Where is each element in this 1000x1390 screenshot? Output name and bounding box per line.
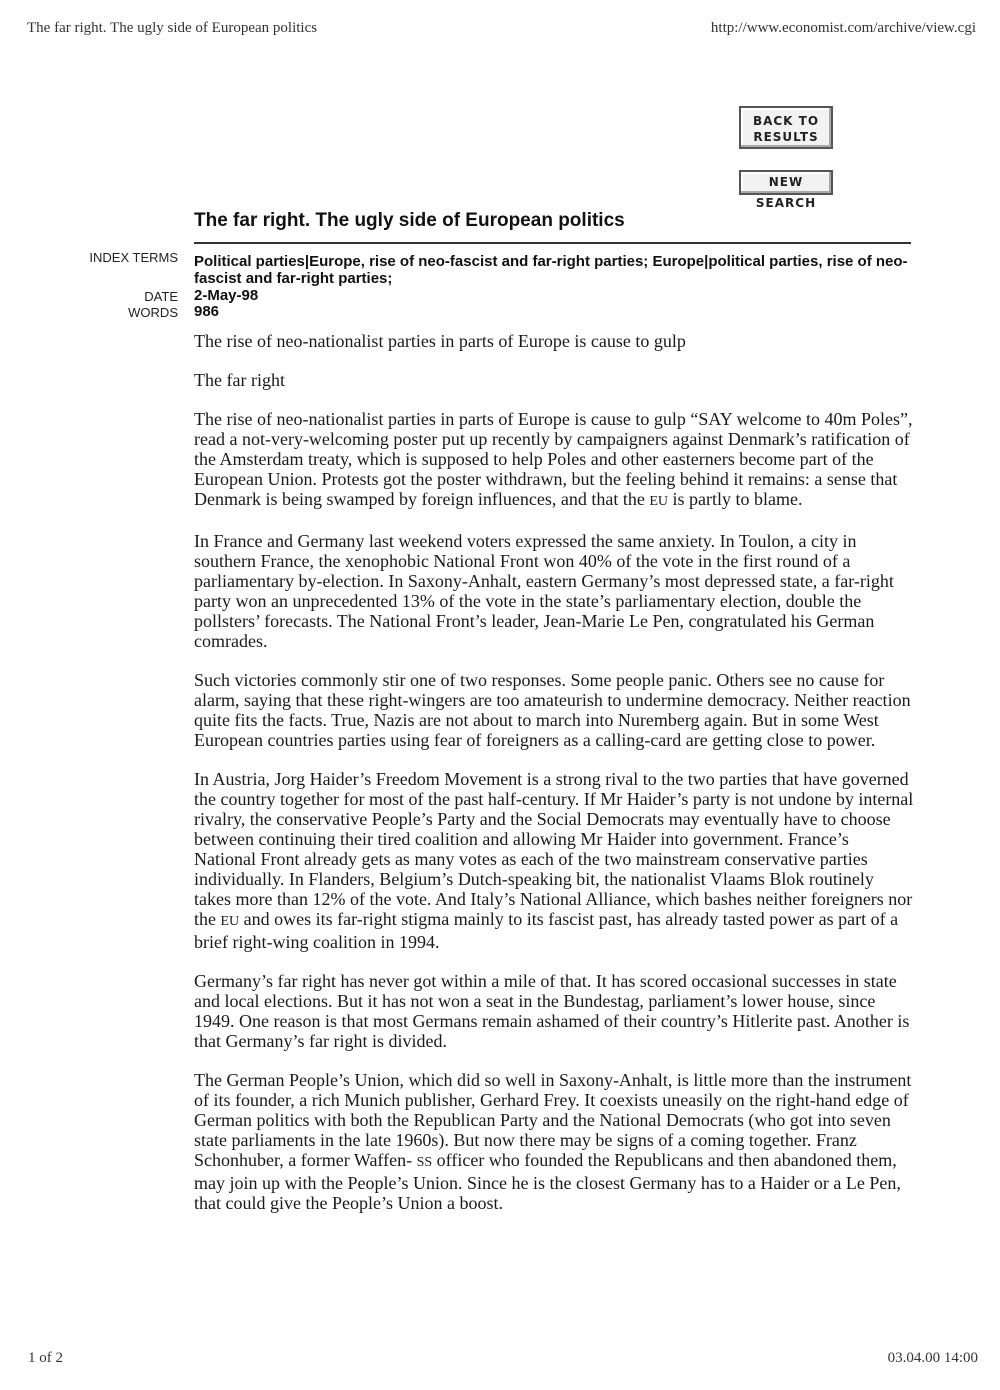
date-label: DATE — [144, 289, 178, 304]
paragraph-5: Germany’s far right has never got within a mile of that. It has scored occasional successes in state and local elections. But it has not won a seat in the Bundestag, parliament’s lower house, since 1949. One reason is that most Germans remain ashamed of their country’s Hitlerite past. Another is that Germany’s far right is divided. — [194, 971, 910, 1051]
paragraph-1 — [194, 409, 914, 512]
index-terms-label: INDEX TERMS — [89, 250, 178, 265]
index-terms-value: Political parties|Europe, rise of neo-fascist and far-right parties; Europe|political parties, rise of neo-fascist and far-right parties; — [194, 253, 908, 287]
paragraph-6-ss: SS — [416, 1155, 433, 1170]
print-header-title: The far right. The ugly side of European politics — [27, 20, 318, 36]
words-value: 986 — [194, 303, 220, 320]
title-divider — [194, 242, 911, 244]
paragraph-4-text-b: and owes its far-right stigma mainly to its fascist past, has already tasted power as part of a brief right-wing coalition in 1994. — [194, 909, 899, 952]
words-label: WORDS — [128, 305, 178, 320]
article-standfirst: The rise of neo-nationalist parties in parts of Europe is cause to gulp — [194, 331, 686, 351]
paragraph-6 — [194, 1070, 914, 1213]
article-body — [194, 331, 914, 1232]
paragraph-1-text-a: The rise of neo-nationalist parties in parts of Europe is cause to gulp “SAY welcome to 40m Poles”, read a not-very-welcoming poster put up recently by campaigners against Denmark’s ratification of the Amsterdam treaty, which is supposed to help Poles and other easterners become part of the European Union. Protests got the poster withdrawn, but the feeling behind it remains: a sense that Denmark is being swamped by foreign influences, and that the — [194, 409, 913, 509]
paragraph-4 — [194, 769, 914, 952]
paragraph-4-text-a: In Austria, Jorg Haider’s Freedom Movement is a strong rival to the two parties that have governed the country together for most of the past half-century. If Mr Haider’s party is not undone by internal rivalry, the conservative People’s Party and the Social Democrats may eventually have to choose between continuing their tired coalition and allowing Mr Haider into government. France’s National Front already gets as many votes as each of the two mainstream conservative parties individually. In Flanders, Belgium’s Dutch-speaking bit, the nationalist Vlaams Blok routinely takes more than 12% of the vote. And Italy’s National Alliance, which bashes neither foreigners nor the — [194, 769, 914, 929]
paragraph-2: In France and Germany last weekend voters expressed the same anxiety. In Toulon, a city in southern France, the xenophobic National Front won 40% of the vote in the first round of a parliamentary by-election. In Saxony-Anhalt, eastern Germany’s most depressed state, a far-right party won an unprecedented 13% of the vote in the state’s parliamentary election, double the pollsters’ forecasts. The National Front’s leader, Jean-Marie Le Pen, congratulated his German comrades. — [194, 531, 894, 651]
paragraph-6-text-b: officer who founded the Republicans and then abandoned them, may join up with the People’s Union. Since he is the closest Germany has to a Haider or a Le Pen, that could give the People’s Union a boost. — [194, 1150, 901, 1213]
new-search-button[interactable]: NEW SEARCH — [739, 170, 833, 195]
print-header-url: http://www.economist.com/archive/view.cgi — [710, 20, 976, 36]
print-timestamp: 03.04.00 14:00 — [887, 1350, 978, 1366]
article-title: The far right. The ugly side of European politics — [194, 210, 625, 231]
paragraph-6-text-a: The German People’s Union, which did so well in Saxony-Anhalt, is little more than the instrument of its founder, a rich Munich publisher, Gerhard Frey. It coexists uneasily on the right-hand edge of German politics with both the Republican Party and the National Democrats (who got into seven state parliaments in the late 1960s). But now there may be signs of a coming together. Franz Schonhuber, a former Waffen- — [194, 1070, 912, 1170]
page-number: 1 of 2 — [28, 1350, 63, 1366]
back-to-results-button[interactable]: BACK TO RESULTS — [739, 106, 833, 149]
paragraph-3: Such victories commonly stir one of two responses. Some people panic. Others see no cause for alarm, saying that these right-wingers are too amateurish to undermine democracy. Neither reaction quite fits the facts. True, Nazis are not about to march into Nuremberg again. But in some West European countries parties using fear of foreigners as a calling-card are getting close to power. — [194, 670, 911, 750]
date-value: 2-May-98 — [194, 287, 259, 304]
paragraph-1-eu: EU — [649, 494, 669, 509]
article-section: The far right — [194, 370, 285, 390]
paragraph-4-eu: EU — [220, 914, 240, 929]
paragraph-1-text-b: is partly to blame. — [668, 489, 803, 509]
